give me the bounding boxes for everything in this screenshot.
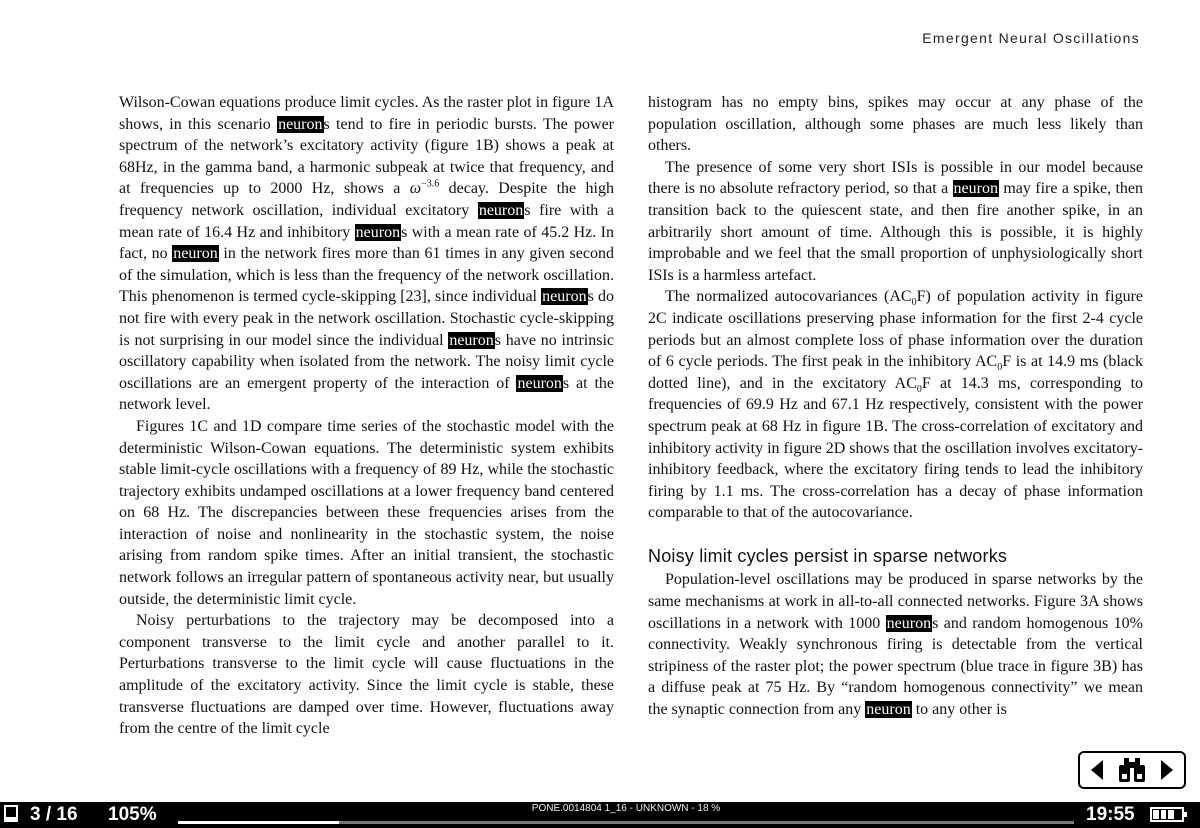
right-column bbox=[648, 92, 1143, 721]
search-highlight: neuron bbox=[355, 223, 401, 241]
reading-progress-fill bbox=[178, 821, 339, 824]
search-highlight: neuron bbox=[886, 614, 932, 632]
right-paragraph-1: histogram has no empty bins, spikes may occur at any phase of the population oscillation, although some phases are much less likely than others. bbox=[648, 94, 1143, 155]
document-info: PONE.0014804 1_16 - UNKNOWN - 18 % bbox=[531, 803, 721, 814]
battery-cell bbox=[1168, 810, 1174, 819]
reading-progress-bar[interactable] bbox=[178, 821, 1074, 824]
search-highlight: neuron bbox=[278, 115, 323, 133]
search-navigation bbox=[1078, 751, 1186, 789]
triangle-right-icon[interactable] bbox=[1156, 756, 1178, 784]
search-highlight: neuron bbox=[517, 374, 562, 392]
battery-cell bbox=[1161, 810, 1167, 819]
battery-cell bbox=[1153, 810, 1159, 819]
search-highlight: neuron bbox=[173, 245, 218, 263]
search-highlight: neuron bbox=[953, 180, 998, 198]
battery-cell bbox=[1176, 810, 1182, 819]
search-highlight: neuron bbox=[542, 288, 587, 306]
left-column bbox=[119, 92, 614, 740]
right-paragraph-4: Population-level oscillations may be produced in sparse networks by the same mechanisms at work in all-to-all connected networks. Figure 3A shows oscillations in a network with 1000 neurons and random homogenous 10% connectivity. Weakly synchronous firing is detectable from the vertical stripiness of the raster plot; the power spectrum (blue trace in figure 3B) has a diffuse peak at 75 Hz. By “random homogenous connectivity” we mean the synaptic connection from any neuron to any other is bbox=[648, 571, 1143, 719]
clock: 19:55 bbox=[1086, 804, 1135, 825]
search-highlight: neuron bbox=[449, 331, 494, 349]
search-highlight: neuron bbox=[478, 201, 524, 219]
triangle-left-icon[interactable] bbox=[1086, 756, 1108, 784]
section-heading: Noisy limit cycles persist in sparse networks bbox=[648, 545, 1008, 566]
status-bar bbox=[0, 802, 1200, 828]
page-icon bbox=[4, 805, 18, 822]
search-highlight: neuron bbox=[866, 701, 911, 719]
left-paragraph-3: Noisy perturbations to the trajectory may be decomposed into a component transverse to the limit cycle and another parallel to it. Perturbations transverse to the limit cycle will cause fluctuations in the amplitude of the excitatory activity. Since the limit cycle is stable, these transverse fluctuations are damped over time. However, fluctuations away from the centre of the limit cycle bbox=[119, 612, 614, 738]
left-paragraph-1: Wilson-Cowan equations produce limit cycles. As the raster plot in figure 1A shows, in this scenario neurons tend to fire in periodic bursts. The power spectrum of the network’s excitatory activity (figure 1B) shows a peak at 68Hz, in the gamma band, a harmonic subpeak at twice that frequency, and at frequencies up to 2000 Hz, shows a $\omega^{-3.6}$ decay. Despite the high frequency network oscillation, individual excitatory neurons fire with a mean rate of 16.4 Hz and inhibitory neurons with a mean rate of 45.2 Hz. In fact, no neuron in the network fires more than 61 times in any given second of the simulation, which is less than the frequency of the network oscillation. This phenomenon is termed cycle-skipping [23], since individual neurons do not fire with every peak in the network oscillation. Stochastic cycle-skipping is not surprising in our model since the individual neurons have no intrinsic oscillatory capability when isolated from the network. The noisy limit cycle oscillations are an emergent property of the interaction of neurons at the network level. bbox=[119, 94, 615, 414]
binoculars-icon[interactable] bbox=[1115, 756, 1149, 784]
running-head: Emergent Neural Oscillations bbox=[922, 30, 1140, 46]
zoom-level[interactable]: 105% bbox=[108, 804, 157, 825]
right-paragraph-3: The normalized autocovariances $(AC_0F)$ of population activity in figure 2C indicate oscillations preserving phase information for the first 2-4 cycle periods but an almost complete loss of phase information over the duration of 6 cycle periods. The first peak in the inhibitory $AC_0F$ is at 14.9 ms (black dotted line), and in the excitatory $AC_0F$ at 14.3 ms, corresponding to frequencies of 69.9 Hz and 67.1 Hz respectively, consistent with the power spectrum peak at 68 Hz in figure 1B. The cross-correlation of excitatory and inhibitory activity in figure 2D shows that the oscillation involves excitatory-inhibitory feedback, where the excitatory firing tends to lead the inhibitory firing by 1.1 ms. The cross-correlation has a decay of phase information comparable to that of the autocovariance. bbox=[648, 288, 1144, 522]
battery-icon bbox=[1150, 807, 1184, 822]
left-paragraph-2: Figures 1C and 1D compare time series of the stochastic model with the deterministic Wilson-Cowan equations. The deterministic system exhibits stable limit-cycle oscillations with a frequency of 89 Hz, while the stochastic trajectory exhibits undamped oscillations at a lower frequency band centered on 68 Hz. The discrepancies between these frequencies arises from the interaction of noise and nonlinearity in the stochastic system, the noise arising from random spike times. After an initial transient, the stochastic network follows an irregular pattern of spontaneous activity near, but usually outside, the deterministic limit cycle. bbox=[119, 417, 614, 608]
page-indicator[interactable]: 3 / 16 bbox=[30, 804, 78, 825]
right-paragraph-2: The presence of some very short ISIs is possible in our model because there is no absolute refractory period, so that a neuron may fire a spike, then transition back to the quiescent state, and then fire another spike, in an arbitrarily short amount of time. Although this is possible, it is highly improbable and we feel that the small proportion of unphysiologically short ISIs is a harmless artefact. bbox=[648, 158, 1143, 284]
